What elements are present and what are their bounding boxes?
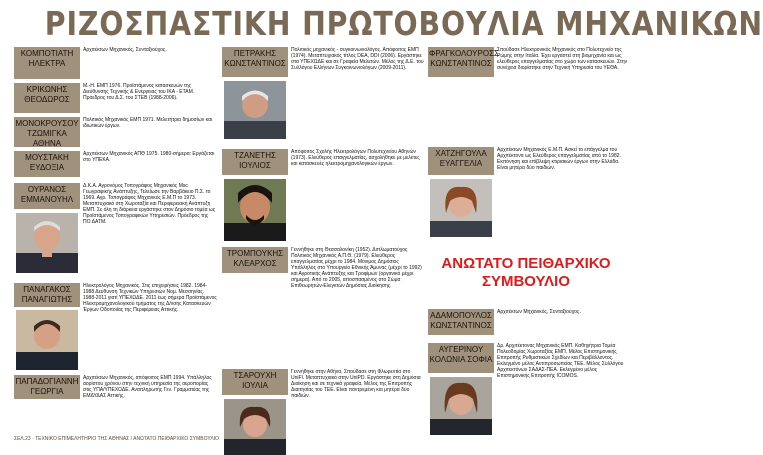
candidate-desc: Γεννήθηκε στην Αθήνα. Σπούδασε στη Φλωρεντία στο UniFI. Μεταπτυχιακό στην UniPD. Εργάστηκε στη Δημόσια Διοίκηση και σε τεχνικά γραφεία. Μέλος της Επιτροπής Διαιτησίας του ΤΕΕ. Είναι παντρεμένη και μητέρα δύο παιδιών. <box>291 369 421 399</box>
council-heading: ΑΝΩΤΑΤΟ ΠΕΙΘΑΡΧΙΚΟ ΣΥΜΒΟΥΛΙΟ <box>441 255 611 290</box>
candidate-entry <box>14 283 218 371</box>
candidate-desc: Αρχιτέκτων Μηχανικός, Συνταξιούχος. <box>83 47 167 53</box>
candidate-name: ΑΔΑΜΟΠΟΥΛΟΣ ΚΩΝΣΤΑΝΤΙΝΟΣ <box>428 309 494 335</box>
candidate-name: ΧΑΤΖΗΓΟΥΛΑ ΕΥΑΓΓΕΛΙΑ <box>428 147 494 175</box>
candidate-entry <box>222 149 426 245</box>
candidate-entry <box>14 117 218 151</box>
candidate-desc: Απόφοιτος Σχολής Ηλεκτρολόγων Πολυτεχνείου Αθηνών (1973). Ελεύθερος επαγγελματίας, ασχολήθηκε με μελέτες και κατασκευές ηλεκτρομηχανολογικών έργων. <box>291 149 420 167</box>
candidate-name: ΠΑΝΑΓΑΚΟΣ ΠΑΝΑΓΙΩΤΗΣ <box>14 283 80 307</box>
candidate-photo <box>224 179 286 241</box>
candidate-name: ΚΡΙΚΩΝΗΣ ΘΕΟΔΩΡΟΣ <box>14 83 80 113</box>
candidate-entry <box>428 47 632 101</box>
candidate-entry <box>14 47 218 81</box>
candidate-entry <box>14 375 218 431</box>
candidate-desc: Σπούδασε Ηλεκτρονικός Μηχανικός στο Πολυτεχνείο της Ρώμης στην Ιταλία. Έχει εργαστεί στη βιομηχανία και ως ελεύθερος επαγγελματίας στο χώρο των κατασκευών. Στην συνέχεια διορίστηκε στην Τεχνική Υπηρεσία του ΥΕΘΑ. <box>497 47 628 71</box>
candidate-name: ΜΟΝΟΚΡΟΥΣΟΥ ΤΖΩΜΙΓΚΑ ΑΘΗΝΑ <box>15 119 79 148</box>
candidate-desc: Αρχιτέκτων Μηχανικός Ε.Μ.Π. Ασκεί το επάγγελμα του Αρχιτέκτονα ως Ελεύθερος επαγγελματίας από το 1982. Εκπόνηση και επίβλεψη κτιριακών έργων στην Ελλάδα. Είναι μητέρα δύο παιδιών. <box>497 147 621 171</box>
candidate-photo <box>224 399 286 455</box>
candidate-entry <box>222 247 426 363</box>
candidate-name: ΠΑΠΑΔΟΓΙΑΝΝΗ ΓΕΩΡΓΙΑ <box>14 375 80 399</box>
candidate-entry <box>222 47 426 143</box>
candidate-entry <box>428 343 632 443</box>
candidate-desc: Αρχιτέκτων Μηχανικός, Συνταξιούχος. <box>497 309 581 315</box>
candidate-entry <box>14 151 218 181</box>
candidate-photo <box>430 179 492 237</box>
candidate-name: ΤΖΑΝΕΤΗΣ ΙΟΥΛΙΟΣ <box>222 149 288 175</box>
candidate-name: ΜΟΥΣΤΑΚΗ ΕΥΔΟΞΙΑ <box>14 151 80 177</box>
candidate-desc: Πολιτικός μηχανικός - συγκοινωνιολόγος. Απόφοιτος ΕΜΠ (1974). Μεταπτυχιακός τίτλος DEA, DDI (2006). Εργάστηκε στα ΥΠΕΧΩΔΕ και σε Γραφεία Μελετών. Μέλος της Δ.Ε. του Συλλόγου Ελλήνων Συγκοινωνιολόγων (2009-2011). <box>291 47 424 71</box>
candidate-entry <box>14 83 218 115</box>
candidate-name: ΦΡΑΓΚΟΛΟΥΡΟΣΣ ΚΩΝΣΤΑΝΤΙΝΟΣ <box>428 47 494 77</box>
candidate-desc: Αρχιτέκτων Μηχανικός, απόφοιτος ΕΜΠ 1994. Υπάλληλος αορίστου χρόνου στην τεχνική υπηρεσία της αεροπορίας στις ΥΠΑ/ΥΠΕΧΩΔΕ. Αναπληρωτής Γεν. Γραμματέας της ΕΜΔΥΔΑΣ Αττικής. <box>83 375 212 399</box>
candidate-entry <box>428 147 632 243</box>
candidate-desc: Δρ. Αρχιτέκτονας Μηχανικός ΕΜΠ. Καθηγήτρια Τομέα Πολεοδομίας Χωροταξίας ΕΜΠ. Μέλος Επιστημονικής Επιτροπής Ρυθμιστικών Σχεδίων και Περιβάλλοντος. Εκλεγμένο μέλος Αντιπροσωπείας ΤΕΕ. Μέλος Συλλόγου Αρχιτεκτόνων ΣΑΔΑΣ-ΠΕΑ. Εκλεγμένο μέλος Επιστημονικής Επιτροπής ΙCOMOS. <box>497 343 624 379</box>
candidate-photo <box>224 81 286 139</box>
candidate-name: ΚΟΜΠΟΤΙΑΤΗ ΗΛΕΚΤΡΑ <box>14 47 80 79</box>
candidate-photo <box>16 213 78 273</box>
candidate-desc: Γεννήθηκε στη Θεσσαλονίκη (1952). Διπλωματούχος Πολιτικός Μηχανικός Α.Π.Θ. (1979). Ελεύθερος επαγγελματίας μέχρι το 1984. Μόνιμος Δημόσιος Υπάλληλος στο Υπουργείο Εθνικής Άμυνας (μέχρι το 1992) και Αγροτικής Ανάπτυξης και Τροφίμων (οργανικό μέχρι σήμερα). Από το 2005, αποσπασμένος στο Σώμα Επιθεωρητών-Ελεγκτών Δημόσιας Διοίκησης. <box>291 247 422 289</box>
candidate-desc: Δ.Κ.Α. Αγρονόμος Τοπογράφος Μηχανικός Msc Γεωγραφικής Ανάπτυξης, Τελείωσε την Βαρβάκειο Π.Σ. το 1969. Αγρ. Τοπογράφος Μηχανικός Ε.Μ.Π το 1973. Μεταπτυχιακό στη Χωροταξία και Περιφερειακή Ανάπτυξη ΕΜΠ. Σε όλη τη διάρκεια εργάστηκε στον Δημόσιο τομέα ως Προϊστάμενος Τοπογραφικών Υπηρεσιών. Πρόεδρος της ΠΟ ΔΑΤΜ. <box>83 183 216 225</box>
candidate-name: ΟΥΡΑΝΟΣ ΕΜΜΑΝΟΥΗΛ <box>14 183 80 209</box>
candidate-desc: Πολιτικός Μηχανικός ΕΜΠ 1971. Μελετήτρια δημοσίων και ιδιωτικών έργων. <box>83 117 213 129</box>
candidate-name: ΑΥΓΕΡΙΝΟΥ ΚΟΛΩΝΙΑ ΣΟΦΙΑ <box>428 343 494 373</box>
page-footer: ΣΕΛ.23 · ΤΕΧΝΙΚΟ ΕΠΙΜΕΛΗΤΗΡΙΟ ΤΗΣ ΑΘΗΝΑΣ / ΑΝΩΤΑΤΟ ΠΕΙΘΑΡΧΙΚΟ ΣΥΜΒΟΥΛΙΟ <box>14 436 219 442</box>
candidate-desc: Αρχιτέκτων Μηχανικός ΑΠΘ 1975. 1980-σήμερα: Εργάζεται στο ΥΠΕΚΑ. <box>83 151 215 163</box>
candidate-photo <box>16 310 78 370</box>
candidate-desc: Μ.-Η. ΕΜΠ 1976. Προϊστάμενος κατασκευών της Διεύθυνσης Τεχνικής & Ενέργειας του ΙΚΑ - ΕΤΑΜ. Πρόεδρος του Δ.Σ. του ΣΤΕΒ (1988-2006). <box>83 83 195 101</box>
page-title: ΡΙΖΟΣΠΑΣΤΙΚΗ ΠΡΩΤΟΒΟΥΛΙΑ ΜΗΧΑΝΙΚΩΝ <box>44 4 763 43</box>
candidate-name: ΤΣΑΡΟΥΧΗ ΙΟΥΛΙΑ <box>222 369 288 395</box>
candidate-entry <box>428 309 632 339</box>
candidate-name: ΤΡΟΜΠΟΥΚΗΣ ΚΛΕΑΡΧΟΣ <box>222 247 288 273</box>
candidate-name: ΠΕΤΡΑΚΗΣ ΚΩΝΣΤΑΝΤΙΝΟΣ <box>222 47 288 77</box>
candidate-desc: Ηλεκτρολόγος Μηχανικός. Στις επιχειρήσεις 1982. 1984-1988 Δεύθυνση Τεχνικών Υπηρεσιών Νομ. Μεσσηνίας. 1988-2011 γιατί ΥΠΕΧΩΔΕ. 2011 έως σήμερα Προϊστάμενος Ηλεκτρομηχανολογικού τμήματος της Δ/νσης Κατασκευών Έργων Οδοποιίας της Περιφέρειας Αττικής. <box>83 283 217 313</box>
candidate-photo <box>430 377 492 435</box>
candidate-entry <box>14 183 218 279</box>
